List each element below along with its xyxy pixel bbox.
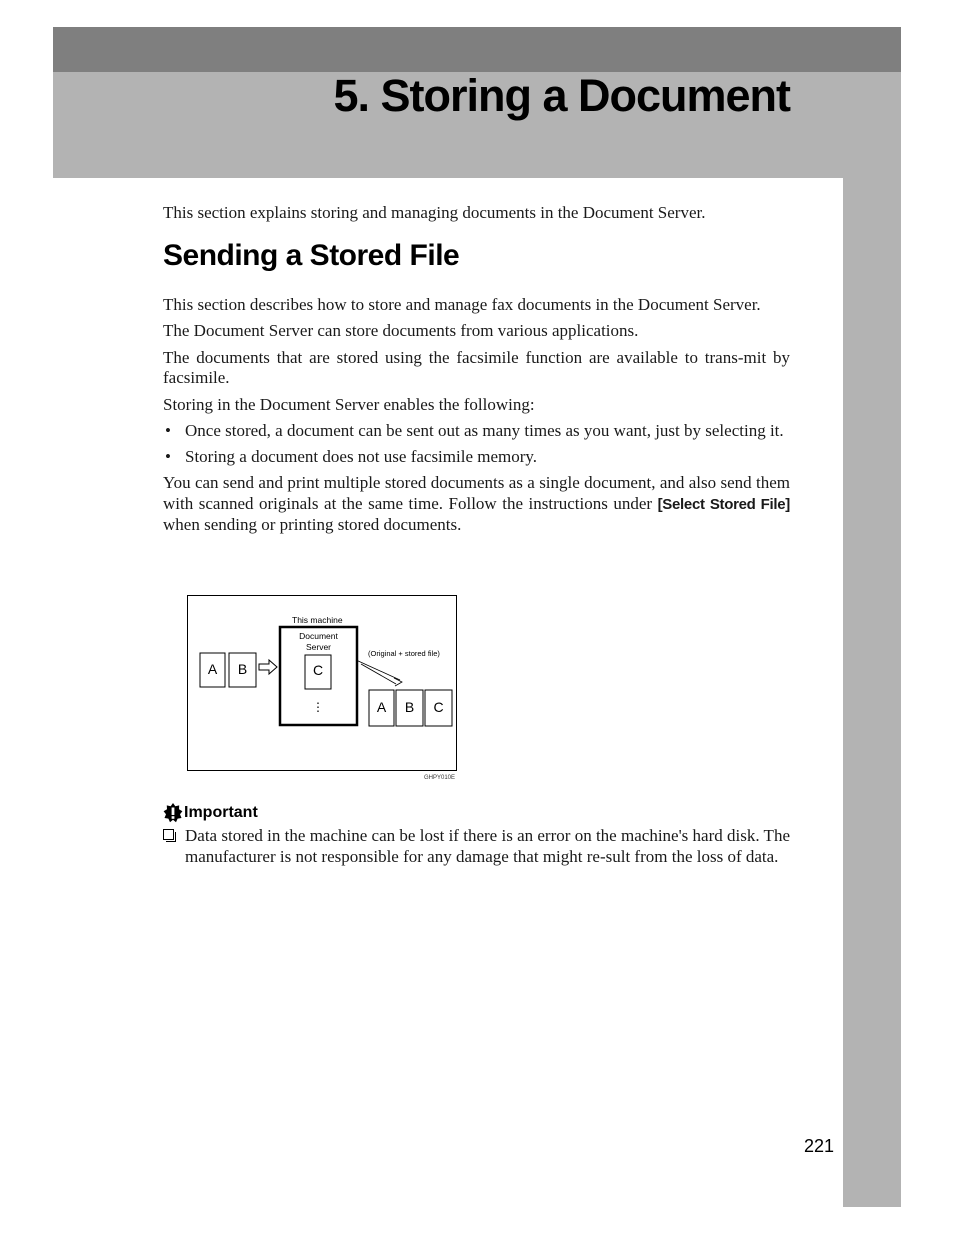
paragraph-1: This section describes how to store and manage fax documents in the Document Server. — [163, 294, 761, 314]
important-heading — [163, 803, 258, 823]
send-arrow-line-2 — [361, 664, 396, 684]
more-docs-ellipsis: ⋮ — [312, 700, 324, 714]
select-stored-file-key: [Select Stored File] — [657, 495, 790, 513]
scan-arrow-icon — [259, 660, 277, 674]
page-number: 221 — [803, 1136, 834, 1156]
original-doc-b-label: B — [237, 661, 248, 677]
figure-code: GHPY010E — [424, 775, 456, 781]
paragraph-2: The Document Server can store documents from various applications. — [163, 321, 639, 340]
closing-paragraph: You can send and print multiple stored documents as a single document, and also send them with scanned originals at the same time. Follow the instructions under [Select Stored File] when sending or printing stored documents. — [163, 473, 790, 534]
arrow-label: (Original + stored file) — [368, 649, 440, 658]
original-doc-a-label: A — [207, 661, 218, 677]
chapter-title: 5. Storing a Document — [333, 70, 790, 121]
important-note-text: Data stored in the machine can be lost if there is an error on the machine's hard disk. The manufacturer is not responsible for any damage that might re-sult from the loss of data. — [185, 826, 790, 866]
output-doc-c-label: C — [433, 699, 444, 715]
paragraph-3: The documents that are stored using the facsimile function are available to trans-mit by facsimile. — [163, 347, 790, 387]
important-label: Important — [184, 804, 258, 821]
output-doc-b-label: B — [404, 699, 415, 715]
bullet-icon: • — [165, 446, 171, 466]
important-note — [163, 826, 790, 867]
checkbox-bullet-icon — [163, 829, 174, 840]
main-content — [163, 203, 790, 536]
side-tab-bar — [843, 178, 901, 1207]
diagram-svg — [188, 596, 456, 770]
paragraph-4: Storing in the Document Server enables the following: — [163, 394, 535, 414]
stored-doc-label: C — [312, 662, 324, 678]
send-arrow-line — [356, 660, 400, 680]
machine-label: This machine — [292, 615, 343, 625]
section-title: Sending a Stored File — [163, 238, 460, 272]
document-server-diagram — [187, 595, 457, 771]
benefit-list — [163, 421, 790, 467]
server-label-line2: Server — [305, 642, 332, 652]
intro-paragraph: This section explains storing and managing documents in the Document Server. — [163, 203, 706, 222]
list-item: • Storing a document does not use facsimile memory. — [165, 446, 538, 466]
bullet-icon: • — [165, 421, 171, 440]
server-label-line1: Document — [299, 631, 338, 641]
list-item: • Once stored, a document can be sent out as many times as you want, just by selecting it. — [165, 421, 784, 440]
important-icon — [163, 803, 183, 823]
output-doc-a-label: A — [376, 699, 387, 715]
